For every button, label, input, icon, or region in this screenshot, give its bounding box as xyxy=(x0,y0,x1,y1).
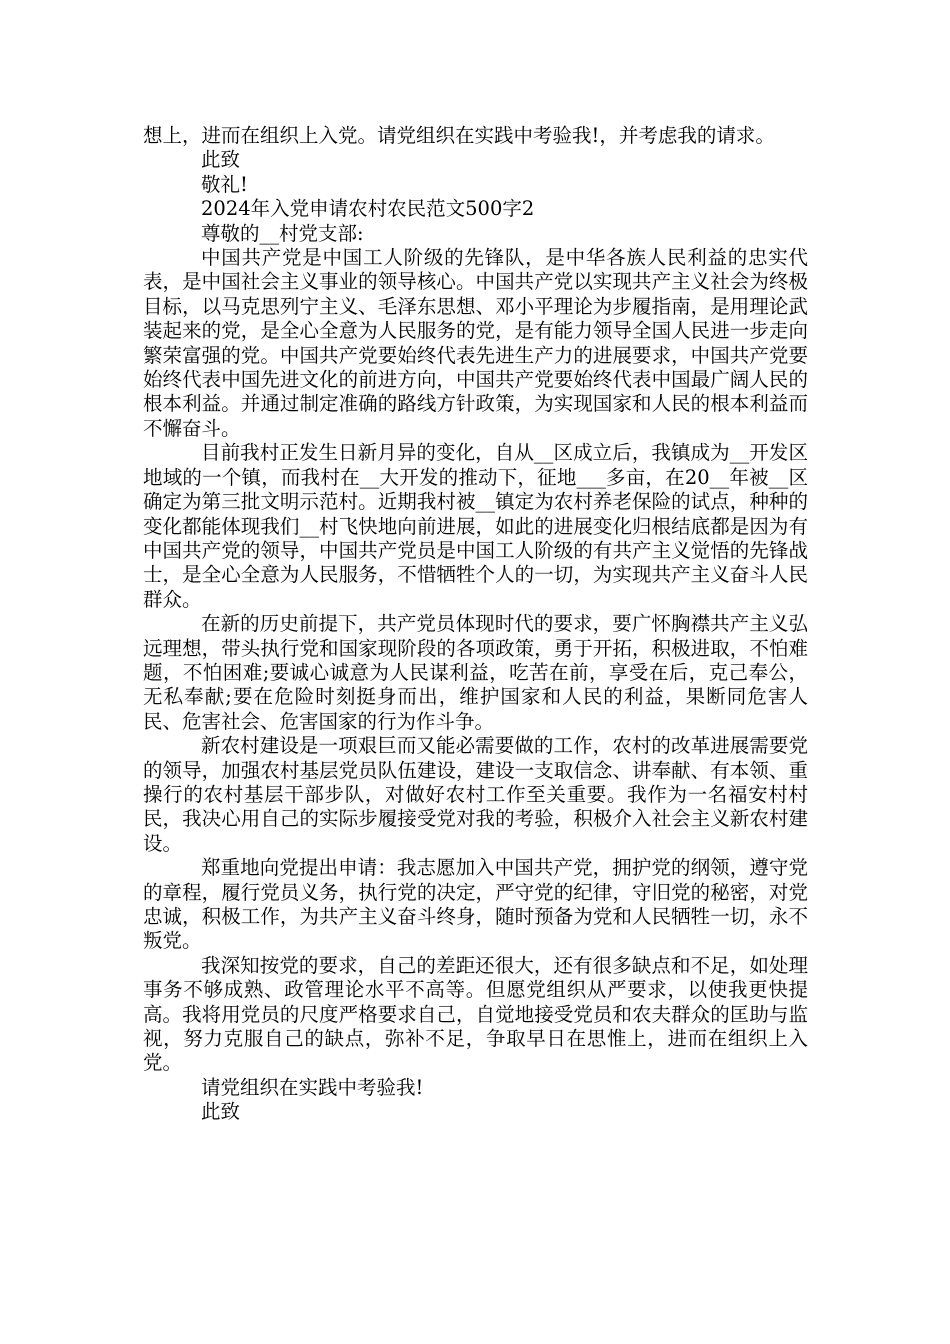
document-body xyxy=(143,124,808,1125)
request-line: 请党组织在实践中考验我! xyxy=(201,1075,424,1099)
section-title: 2024年入党申请农村农民范文500字2 xyxy=(201,197,535,221)
paragraph-continuation: 想上，进而在组织上入党。请党组织在实践中考验我!，并考虑我的请求。 xyxy=(143,124,775,147)
closing-salutation: 此致 xyxy=(201,1100,241,1124)
greeting: 尊敬的__村党支部: xyxy=(201,221,364,245)
closing-salutation: 此致 xyxy=(201,148,241,172)
paragraph: 目前我村正发生日新月异的变化，自从__区成立后，我镇成为__开发区地域的一个镇，而我村在__大开发的推动下，征地___多亩，在20__年被__区确定为第三批文明示范村。近期我村被__镇定为农村养老保险的试点，种种的变化都能体现我们__村飞快地向前进展，如此的进展变化归根结底都是因为有中国共产党的领导，中国共产党员是中国工人阶级的有共产主义觉悟的先锋战士，是全心全意为人民服务，不惜牺牲个人的一切，为实现共产主义奋斗人民群众。 xyxy=(143,441,808,611)
paragraph: 中国共产党是中国工人阶级的先锋队，是中华各族人民利益的忠实代表，是中国社会主义事业的领导核心。中国共产党以实现共产主义社会为终极目标，以马克思列宁主义、毛泽东思想、邓小平理论为步履指南，是用理论武装起来的党，是全心全意为人民服务的党，是有能力领导全国人民进一步走向繁荣富强的党。中国共产党要始终代表先进生产力的进展要求，中国共产党要始终代表中国先进文化的前进方向，中国共产党要始终代表中国最广阔人民的根本利益。并通过制定准确的路线方针政策，为实现国家和人民的根本利益而不懈奋斗。 xyxy=(143,246,808,440)
paragraph: 我深知按党的要求，自己的差距还很大，还有很多缺点和不足，如处理事务不够成熟、政管理论水平不高等。但愿党组织从严要求，以使我更快提高。我将用党员的尺度严格要求自己，自觉地接受党员和农夫群众的匡助与监视，努力克服自己的缺点，弥补不足，争取早日在思惟上，进而在组织上入党。 xyxy=(143,953,808,1075)
paragraph: 在新的历史前提下，共产党员体现时代的要求，要广怀胸襟共产主义弘远理想，带头执行党和国家现阶段的各项政策，勇于开拓，积极进取，不怕难题，不怕困难;要诚心诚意为人民谋利益，吃苦在前，享受在后，克己奉公，无私奉献;要在危险时刻挺身而出，维护国家和人民的利益，果断同危害人民、危害社会、危害国家的行为作斗争。 xyxy=(143,612,808,733)
paragraph: 新农村建设是一项艰巨而又能必需要做的工作，农村的改革进展需要党的领导，加强农村基层党员队伍建设，建设一支取信念、讲奉献、有本领、重操行的农村基层干部步队，对做好农村工作至关重要。我作为一名福安村村民，我决心用自己的实际步履接受党对我的考验，积极介入社会主义新农村建设。 xyxy=(143,734,808,855)
paragraph: 郑重地向党提出申请：我志愿加入中国共产党，拥护党的纲领，遵守党的章程，履行党员义务，执行党的决定，严守党的纪律，守旧党的秘密，对党忠诚，积极工作，为共产主义奋斗终身，随时预备为党和人民牺牲一切，永不叛党。 xyxy=(143,856,808,953)
closing-regards: 敬礼! xyxy=(201,172,248,196)
